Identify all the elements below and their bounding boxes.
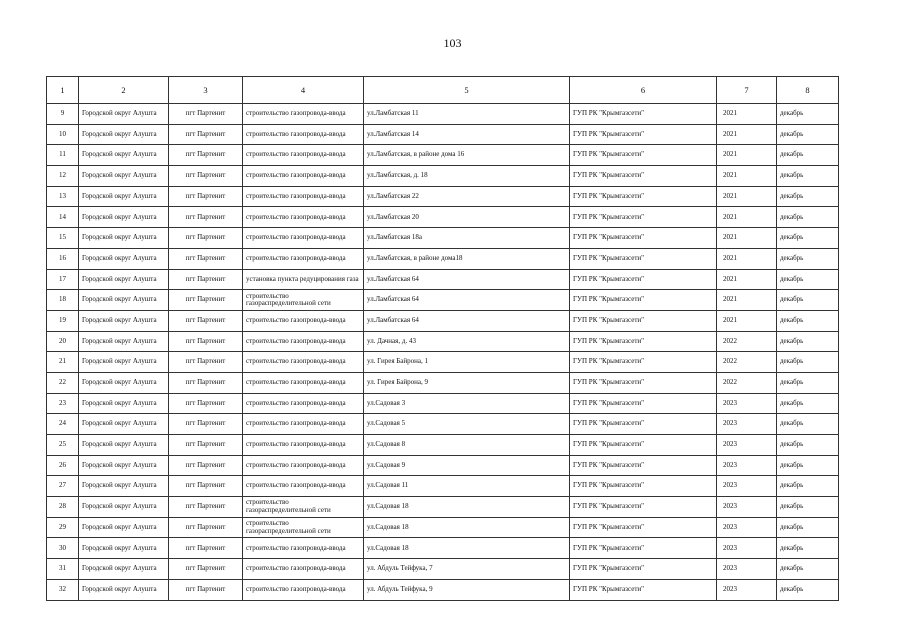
month-cell: декабрь xyxy=(777,579,839,600)
row-number: 26 xyxy=(47,455,79,476)
row-number: 17 xyxy=(47,269,79,290)
address-cell: ул.Садовая 9 xyxy=(364,455,570,476)
address-cell: ул. Гирея Байрона, 1 xyxy=(364,352,570,373)
work-type-cell: строительство газопровода-ввода xyxy=(243,228,364,249)
row-number: 21 xyxy=(47,352,79,373)
settlement-cell: пгт Партенит xyxy=(169,269,243,290)
row-number: 13 xyxy=(47,186,79,207)
row-number: 19 xyxy=(47,310,79,331)
district-cell: Городской округ Алушта xyxy=(79,207,169,228)
settlement-cell: пгт Партенит xyxy=(169,372,243,393)
address-cell: ул.Ламбатская 11 xyxy=(364,104,570,125)
work-type-cell: строительство газопровода-ввода xyxy=(243,393,364,414)
address-cell: ул.Ламбатская 22 xyxy=(364,186,570,207)
work-type-cell: строительство газопровода-ввода xyxy=(243,455,364,476)
row-number: 15 xyxy=(47,228,79,249)
table-row xyxy=(47,455,839,476)
column-header: 1 xyxy=(47,77,79,104)
organization-cell: ГУП РК "Крымгазсети" xyxy=(570,145,717,166)
row-number: 30 xyxy=(47,538,79,559)
column-header: 7 xyxy=(717,77,777,104)
district-cell: Городской округ Алушта xyxy=(79,393,169,414)
district-cell: Городской округ Алушта xyxy=(79,228,169,249)
address-cell: ул.Ламбатская 64 xyxy=(364,290,570,311)
month-cell: декабрь xyxy=(777,145,839,166)
address-cell: ул. Абдуль Тейфука, 9 xyxy=(364,579,570,600)
month-cell: декабрь xyxy=(777,393,839,414)
month-cell: декабрь xyxy=(777,290,839,311)
district-cell: Городской округ Алушта xyxy=(79,414,169,435)
month-cell: декабрь xyxy=(777,124,839,145)
table-row xyxy=(47,269,839,290)
row-number: 31 xyxy=(47,559,79,580)
address-cell: ул.Ламбатская 14 xyxy=(364,124,570,145)
settlement-cell: пгт Партенит xyxy=(169,393,243,414)
year-cell: 2021 xyxy=(717,145,777,166)
organization-cell: ГУП РК "Крымгазсети" xyxy=(570,455,717,476)
table-row xyxy=(47,166,839,187)
table-row xyxy=(47,186,839,207)
month-cell: декабрь xyxy=(777,559,839,580)
year-cell: 2021 xyxy=(717,124,777,145)
work-type-cell: строительство газопровода-ввода xyxy=(243,435,364,456)
settlement-cell: пгт Партенит xyxy=(169,497,243,518)
address-cell: ул.Садовая 18 xyxy=(364,517,570,538)
year-cell: 2021 xyxy=(717,104,777,125)
address-cell: ул.Ламбатская 64 xyxy=(364,310,570,331)
year-cell: 2021 xyxy=(717,228,777,249)
row-number: 11 xyxy=(47,145,79,166)
district-cell: Городской округ Алушта xyxy=(79,559,169,580)
address-cell: ул. Гирея Байрона, 9 xyxy=(364,372,570,393)
row-number: 9 xyxy=(47,104,79,125)
settlement-cell: пгт Партенит xyxy=(169,435,243,456)
month-cell: декабрь xyxy=(777,228,839,249)
table-row xyxy=(47,559,839,580)
address-cell: ул.Садовая 8 xyxy=(364,435,570,456)
table-row xyxy=(47,124,839,145)
year-cell: 2023 xyxy=(717,579,777,600)
district-cell: Городской округ Алушта xyxy=(79,579,169,600)
address-cell: ул.Ламбатская, д. 18 xyxy=(364,166,570,187)
address-cell: ул.Садовая 18 xyxy=(364,497,570,518)
settlement-cell: пгт Партенит xyxy=(169,207,243,228)
work-type-cell: строительство газопровода-ввода xyxy=(243,145,364,166)
work-type-cell: строительство газопровода-ввода xyxy=(243,104,364,125)
row-number: 24 xyxy=(47,414,79,435)
settlement-cell: пгт Партенит xyxy=(169,248,243,269)
table-row xyxy=(47,372,839,393)
organization-cell: ГУП РК "Крымгазсети" xyxy=(570,517,717,538)
month-cell: декабрь xyxy=(777,166,839,187)
gas-works-table xyxy=(46,76,839,601)
district-cell: Городской округ Алушта xyxy=(79,186,169,207)
year-cell: 2023 xyxy=(717,559,777,580)
work-type-cell: строительство газопровода-ввода xyxy=(243,579,364,600)
column-header: 4 xyxy=(243,77,364,104)
settlement-cell: пгт Партенит xyxy=(169,455,243,476)
address-cell: ул. Абдуль Тейфука, 7 xyxy=(364,559,570,580)
column-header: 2 xyxy=(79,77,169,104)
table-row xyxy=(47,476,839,497)
organization-cell: ГУП РК "Крымгазсети" xyxy=(570,207,717,228)
district-cell: Городской округ Алушта xyxy=(79,310,169,331)
address-cell: ул.Садовая 5 xyxy=(364,414,570,435)
district-cell: Городской округ Алушта xyxy=(79,372,169,393)
settlement-cell: пгт Партенит xyxy=(169,538,243,559)
year-cell: 2023 xyxy=(717,414,777,435)
settlement-cell: пгт Партенит xyxy=(169,559,243,580)
organization-cell: ГУП РК "Крымгазсети" xyxy=(570,248,717,269)
work-type-cell: строительство газопровода-ввода xyxy=(243,559,364,580)
year-cell: 2021 xyxy=(717,207,777,228)
row-number: 23 xyxy=(47,393,79,414)
table-row xyxy=(47,248,839,269)
district-cell: Городской округ Алушта xyxy=(79,476,169,497)
district-cell: Городской округ Алушта xyxy=(79,104,169,125)
year-cell: 2022 xyxy=(717,331,777,352)
district-cell: Городской округ Алушта xyxy=(79,145,169,166)
work-type-cell: строительство газораспределительной сети xyxy=(243,517,364,538)
organization-cell: ГУП РК "Крымгазсети" xyxy=(570,124,717,145)
year-cell: 2023 xyxy=(717,517,777,538)
month-cell: декабрь xyxy=(777,207,839,228)
organization-cell: ГУП РК "Крымгазсети" xyxy=(570,290,717,311)
row-number: 25 xyxy=(47,435,79,456)
table-row xyxy=(47,310,839,331)
page-number: 103 xyxy=(443,36,462,50)
year-cell: 2023 xyxy=(717,497,777,518)
organization-cell: ГУП РК "Крымгазсети" xyxy=(570,331,717,352)
address-cell: ул.Ламбатская, в районе дома18 xyxy=(364,248,570,269)
district-cell: Городской округ Алушта xyxy=(79,331,169,352)
table-row xyxy=(47,517,839,538)
row-number: 10 xyxy=(47,124,79,145)
organization-cell: ГУП РК "Крымгазсети" xyxy=(570,497,717,518)
work-type-cell: строительство газопровода-ввода xyxy=(243,476,364,497)
work-type-cell: установка пункта редуцирования газа xyxy=(243,269,364,290)
work-type-cell: строительство газопровода-ввода xyxy=(243,414,364,435)
row-number: 18 xyxy=(47,290,79,311)
header-row xyxy=(47,77,839,104)
work-type-cell: строительство газораспределительной сети xyxy=(243,497,364,518)
work-type-cell: строительство газопровода-ввода xyxy=(243,372,364,393)
settlement-cell: пгт Партенит xyxy=(169,290,243,311)
organization-cell: ГУП РК "Крымгазсети" xyxy=(570,104,717,125)
month-cell: декабрь xyxy=(777,269,839,290)
table-row xyxy=(47,414,839,435)
address-cell: ул.Ламбатская, в районе дома 16 xyxy=(364,145,570,166)
settlement-cell: пгт Партенит xyxy=(169,124,243,145)
organization-cell: ГУП РК "Крымгазсети" xyxy=(570,372,717,393)
work-type-cell: строительство газопровода-ввода xyxy=(243,538,364,559)
district-cell: Городской округ Алушта xyxy=(79,455,169,476)
table-row xyxy=(47,228,839,249)
organization-cell: ГУП РК "Крымгазсети" xyxy=(570,559,717,580)
address-cell: ул.Садовая 3 xyxy=(364,393,570,414)
organization-cell: ГУП РК "Крымгазсети" xyxy=(570,393,717,414)
organization-cell: ГУП РК "Крымгазсети" xyxy=(570,269,717,290)
settlement-cell: пгт Партенит xyxy=(169,414,243,435)
row-number: 29 xyxy=(47,517,79,538)
address-cell: ул.Ламбатская 18а xyxy=(364,228,570,249)
work-type-cell: строительство газопровода-ввода xyxy=(243,248,364,269)
month-cell: декабрь xyxy=(777,497,839,518)
month-cell: декабрь xyxy=(777,372,839,393)
table-row xyxy=(47,435,839,456)
year-cell: 2021 xyxy=(717,186,777,207)
organization-cell: ГУП РК "Крымгазсети" xyxy=(570,414,717,435)
month-cell: декабрь xyxy=(777,476,839,497)
organization-cell: ГУП РК "Крымгазсети" xyxy=(570,538,717,559)
column-header: 6 xyxy=(570,77,717,104)
year-cell: 2023 xyxy=(717,476,777,497)
month-cell: декабрь xyxy=(777,331,839,352)
month-cell: декабрь xyxy=(777,352,839,373)
row-number: 32 xyxy=(47,579,79,600)
year-cell: 2022 xyxy=(717,352,777,373)
settlement-cell: пгт Партенит xyxy=(169,331,243,352)
settlement-cell: пгт Партенит xyxy=(169,228,243,249)
address-cell: ул. Дачная, д. 43 xyxy=(364,331,570,352)
organization-cell: ГУП РК "Крымгазсети" xyxy=(570,579,717,600)
month-cell: декабрь xyxy=(777,104,839,125)
year-cell: 2023 xyxy=(717,455,777,476)
address-cell: ул.Садовая 18 xyxy=(364,538,570,559)
work-type-cell: строительство газопровода-ввода xyxy=(243,207,364,228)
year-cell: 2021 xyxy=(717,248,777,269)
year-cell: 2022 xyxy=(717,372,777,393)
year-cell: 2021 xyxy=(717,310,777,331)
table-row xyxy=(47,352,839,373)
district-cell: Городской округ Алушта xyxy=(79,352,169,373)
year-cell: 2021 xyxy=(717,269,777,290)
row-number: 27 xyxy=(47,476,79,497)
settlement-cell: пгт Партенит xyxy=(169,579,243,600)
month-cell: декабрь xyxy=(777,186,839,207)
month-cell: декабрь xyxy=(777,310,839,331)
organization-cell: ГУП РК "Крымгазсети" xyxy=(570,435,717,456)
month-cell: декабрь xyxy=(777,517,839,538)
organization-cell: ГУП РК "Крымгазсети" xyxy=(570,476,717,497)
table-row xyxy=(47,393,839,414)
work-type-cell: строительство газопровода-ввода xyxy=(243,124,364,145)
work-type-cell: строительство газопровода-ввода xyxy=(243,352,364,373)
month-cell: декабрь xyxy=(777,414,839,435)
settlement-cell: пгт Партенит xyxy=(169,310,243,331)
table-row xyxy=(47,290,839,311)
address-cell: ул.Садовая 11 xyxy=(364,476,570,497)
settlement-cell: пгт Партенит xyxy=(169,476,243,497)
settlement-cell: пгт Партенит xyxy=(169,352,243,373)
table-row xyxy=(47,331,839,352)
address-cell: ул.Ламбатская 20 xyxy=(364,207,570,228)
district-cell: Городской округ Алушта xyxy=(79,435,169,456)
district-cell: Городской округ Алушта xyxy=(79,538,169,559)
table-row xyxy=(47,207,839,228)
settlement-cell: пгт Партенит xyxy=(169,186,243,207)
table-row xyxy=(47,579,839,600)
month-cell: декабрь xyxy=(777,248,839,269)
row-number: 20 xyxy=(47,331,79,352)
work-type-cell: строительство газопровода-ввода xyxy=(243,310,364,331)
year-cell: 2023 xyxy=(717,435,777,456)
month-cell: декабрь xyxy=(777,538,839,559)
organization-cell: ГУП РК "Крымгазсети" xyxy=(570,352,717,373)
address-cell: ул.Ламбатская 64 xyxy=(364,269,570,290)
month-cell: декабрь xyxy=(777,455,839,476)
district-cell: Городской округ Алушта xyxy=(79,517,169,538)
row-number: 16 xyxy=(47,248,79,269)
row-number: 28 xyxy=(47,497,79,518)
district-cell: Городской округ Алушта xyxy=(79,290,169,311)
organization-cell: ГУП РК "Крымгазсети" xyxy=(570,228,717,249)
settlement-cell: пгт Партенит xyxy=(169,517,243,538)
settlement-cell: пгт Партенит xyxy=(169,104,243,125)
work-type-cell: строительство газопровода-ввода xyxy=(243,331,364,352)
work-type-cell: строительство газопровода-ввода xyxy=(243,166,364,187)
year-cell: 2021 xyxy=(717,290,777,311)
district-cell: Городской округ Алушта xyxy=(79,497,169,518)
table-row xyxy=(47,104,839,125)
district-cell: Городской округ Алушта xyxy=(79,124,169,145)
settlement-cell: пгт Партенит xyxy=(169,166,243,187)
year-cell: 2023 xyxy=(717,538,777,559)
year-cell: 2023 xyxy=(717,393,777,414)
month-cell: декабрь xyxy=(777,435,839,456)
year-cell: 2021 xyxy=(717,166,777,187)
row-number: 12 xyxy=(47,166,79,187)
district-cell: Городской округ Алушта xyxy=(79,166,169,187)
organization-cell: ГУП РК "Крымгазсети" xyxy=(570,186,717,207)
row-number: 22 xyxy=(47,372,79,393)
district-cell: Городской округ Алушта xyxy=(79,248,169,269)
organization-cell: ГУП РК "Крымгазсети" xyxy=(570,166,717,187)
table-row xyxy=(47,145,839,166)
work-type-cell: строительство газораспределительной сети xyxy=(243,290,364,311)
table-row xyxy=(47,538,839,559)
table-row xyxy=(47,497,839,518)
district-cell: Городской округ Алушта xyxy=(79,269,169,290)
column-header: 8 xyxy=(777,77,839,104)
organization-cell: ГУП РК "Крымгазсети" xyxy=(570,310,717,331)
work-type-cell: строительство газопровода-ввода xyxy=(243,186,364,207)
settlement-cell: пгт Партенит xyxy=(169,145,243,166)
row-number: 14 xyxy=(47,207,79,228)
column-header: 5 xyxy=(364,77,570,104)
column-header: 3 xyxy=(169,77,243,104)
